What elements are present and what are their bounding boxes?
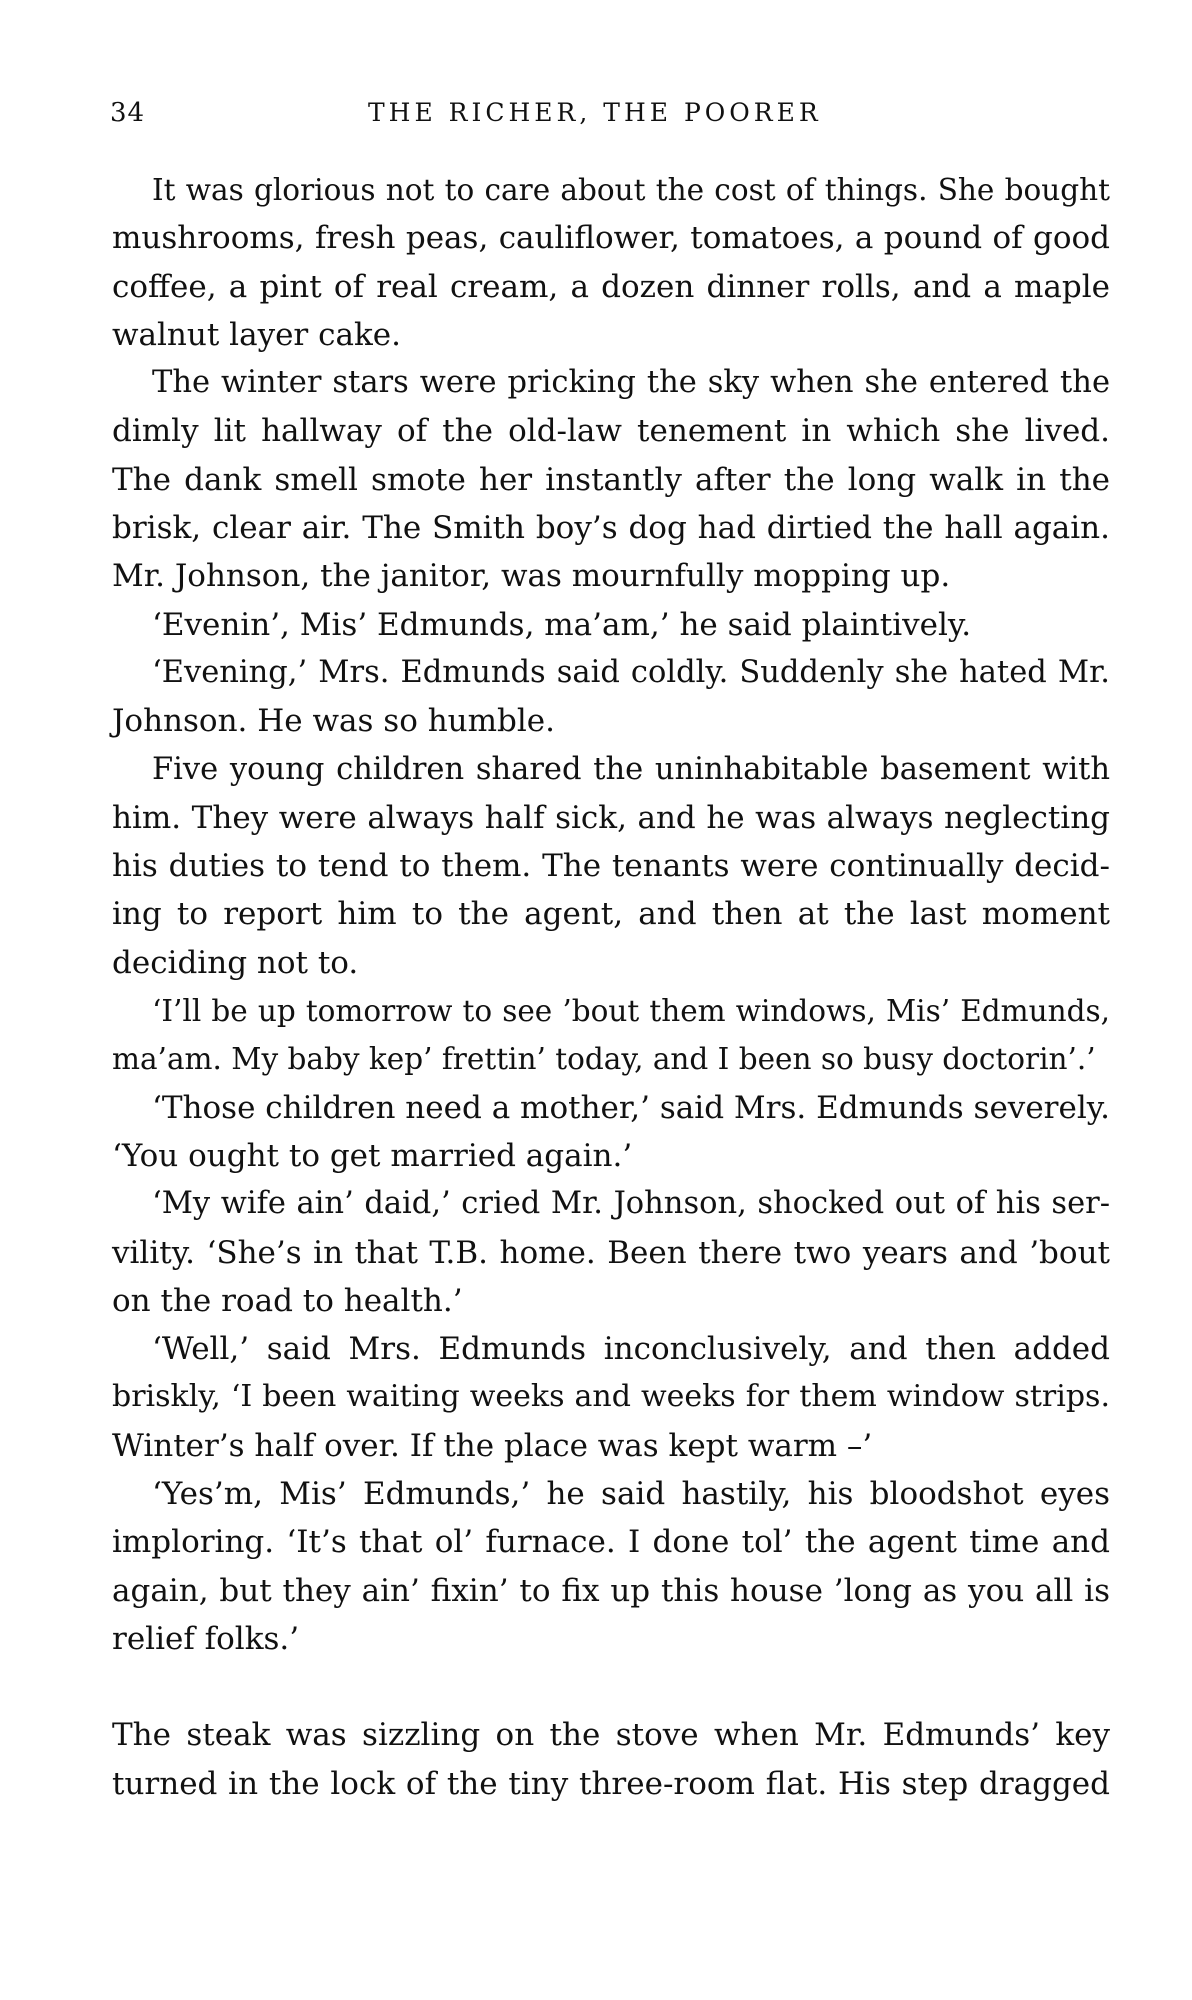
page-number: 34	[110, 98, 146, 128]
paragraph	[112, 746, 1110, 987]
text-line: ma’am. My baby kep’ frettin’ today, and I been so busy doctorin’.’	[112, 1042, 1096, 1077]
text-line: ‘Yes’m, Mis’ Edmunds,’ he said hastily, his bloodshot eyes	[152, 1476, 1110, 1513]
paragraph	[112, 1084, 1110, 1181]
text-line: The steak was sizzling on the stove when Mr. Edmunds’ key	[112, 1717, 1110, 1754]
text-line: deciding not to.	[112, 944, 359, 981]
paragraph	[112, 649, 1110, 746]
text-line: him. They were always half sick, and he was always neglecting	[112, 799, 1110, 836]
text-line: ‘Those children need a mother,’ said Mrs. Edmunds severely.	[152, 1089, 1110, 1126]
text-line: dimly lit hallway of the old-law tenement in which she lived.	[112, 413, 1110, 450]
text-line: vility. ‘She’s in that T.B. home. Been there two years and ’bout	[112, 1234, 1110, 1271]
paragraph	[112, 1470, 1110, 1663]
text-line: ing to report him to the agent, and then at the last moment	[112, 896, 1110, 933]
text-line: ‘My wife ain’ daid,’ cried Mr. Johnson, shocked out of his ser-	[152, 1186, 1110, 1222]
text-line: The dank smell smote her instantly after the long walk in the	[112, 461, 1110, 498]
text-line: imploring. ‘It’s that ol’ furnace. I done tol’ the agent time and	[112, 1524, 1110, 1561]
text-line: ‘Well,’ said Mrs. Edmunds inconclusively, and then added	[152, 1331, 1110, 1368]
text-line: coffee, a pint of real cream, a dozen dinner rolls, and a maple	[112, 268, 1110, 305]
text-line: Winter’s half over. If the place was kept warm –’	[112, 1427, 873, 1464]
text-line: again, but they ain’ fixin’ to fix up this house ’long as you all is	[112, 1572, 1110, 1609]
running-title: THE RICHER, THE POORER	[368, 98, 822, 127]
body-text	[112, 166, 1110, 1808]
paragraph	[112, 359, 1110, 600]
paragraph	[112, 601, 1110, 649]
text-line: ‘Evening,’ Mrs. Edmunds said coldly. Suddenly she hated Mr.	[152, 654, 1110, 690]
paragraph	[112, 1711, 1110, 1808]
text-line: The winter stars were pricking the sky when she entered the	[152, 365, 1110, 401]
paragraph	[112, 1180, 1110, 1325]
text-line: walnut layer cake.	[112, 316, 401, 353]
text-line: ‘Evenin’, Mis’ Edmunds, ma’am,’ he said plaintively.	[152, 606, 972, 643]
text-line: on the road to health.’	[112, 1282, 463, 1319]
paragraph	[112, 166, 1110, 359]
text-line: Johnson. He was so humble.	[112, 703, 555, 740]
text-line: relief folks.’	[112, 1620, 300, 1657]
paragraph	[112, 987, 1110, 1084]
paragraph	[112, 1325, 1110, 1470]
text-line: ‘I’ll be up tomorrow to see ’bout them windows, Mis’ Edmunds,	[152, 994, 1110, 1029]
text-line: It was glorious not to care about the cost of things. She bought	[152, 173, 1110, 207]
text-line: Five young children shared the uninhabitable basement with	[152, 751, 1110, 787]
text-line: mushrooms, fresh peas, cauliflower, tomatoes, a pound of good	[112, 220, 1110, 257]
text-line: brisk, clear air. The Smith boy’s dog had dirtied the hall again.	[112, 510, 1110, 547]
text-line: briskly, ‘I been waiting weeks and weeks for them window strips.	[112, 1379, 1110, 1415]
text-line: ‘You ought to get married again.’	[112, 1137, 633, 1174]
text-line: Mr. Johnson, the janitor, was mournfully mopping up.	[112, 558, 951, 595]
section-break	[112, 1663, 1110, 1711]
running-head	[110, 98, 1120, 138]
text-line: turned in the lock of the tiny three-room flat. His step dragged	[112, 1765, 1110, 1802]
text-line: his duties to tend to them. The tenants were continually decid-	[112, 848, 1110, 885]
